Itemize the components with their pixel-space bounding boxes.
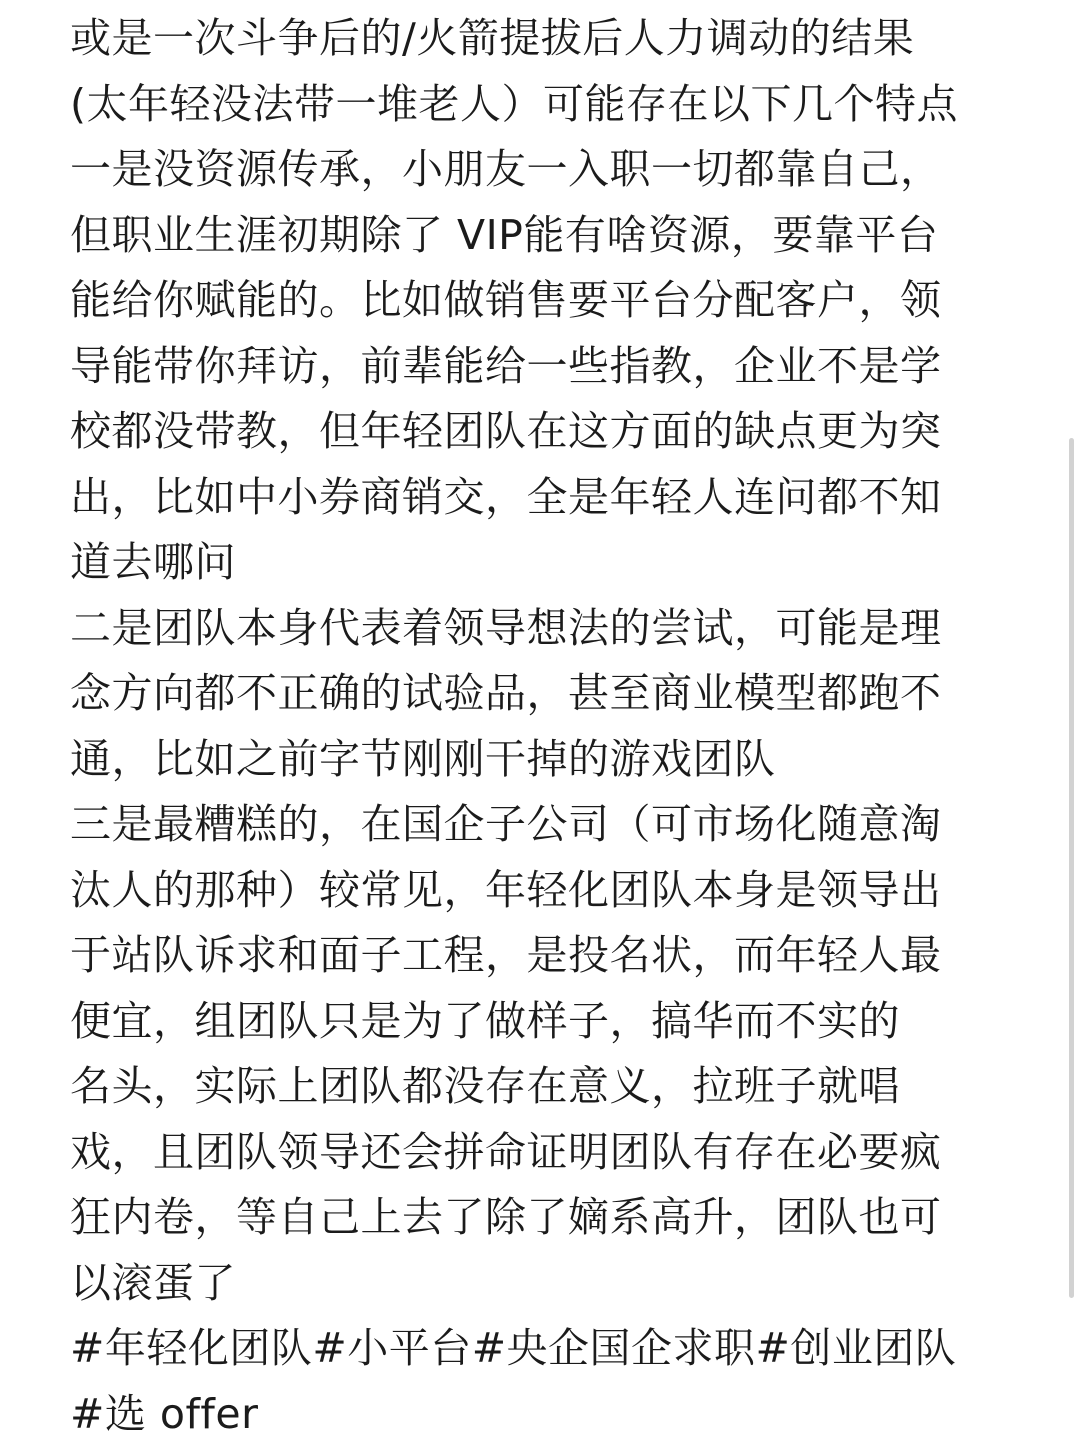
post-line: 念方向都不正确的试验品，甚至商业模型都跑不 <box>70 669 942 717</box>
post-line: 便宜，组团队只是为了做样子，搞华而不实的 <box>70 996 900 1045</box>
post-line: 以滚蛋了 <box>70 1258 236 1307</box>
post-line: 汰人的那种）较常见，年轻化团队本身是领导出 <box>70 865 942 914</box>
hashtag-line[interactable]: #选 offer <box>70 1389 259 1438</box>
post-line: 能给你赋能的。比如做销售要平台分配客户，领 <box>70 276 942 324</box>
post-line: 或是一次斗争后的/火箭提拔后人力调动的结果 <box>70 14 915 62</box>
scrollbar[interactable] <box>1069 438 1074 1298</box>
post-line: 校都没带教，但年轻团队在这方面的缺点更为突 <box>70 407 942 455</box>
post-line: 狂内卷，等自己上去了除了嫡系高升，团队也可 <box>70 1193 942 1241</box>
post-line: 名头，实际上团队都没存在意义，拉班子就唱 <box>70 1062 900 1110</box>
post-line: 但职业生涯初期除了 VIP能有啥资源，要靠平台 <box>70 210 939 259</box>
post-line: 三是最糟糕的，在国企子公司（可市场化随意淘 <box>70 800 942 848</box>
post-line: 二是团队本身代表着领导想法的尝试，可能是理 <box>70 603 942 652</box>
post-line: 道去哪问 <box>70 538 236 586</box>
post-line: 通，比如之前字节刚刚干掉的游戏团队 <box>70 734 776 783</box>
post-line: 出，比如中小券商销交，全是年轻人连问都不知 <box>70 472 942 521</box>
post-body <box>70 6 985 1440</box>
post-line: 导能带你拜访，前辈能给一些指教，企业不是学 <box>70 341 942 390</box>
post-line: 一是没资源传承，小朋友一入职一切都靠自己， <box>70 145 942 193</box>
post-line: 于站队诉求和面子工程，是投名状，而年轻人最 <box>70 931 942 979</box>
post-line: (太年轻没法带一堆老人）可能存在以下几个特点 <box>70 79 958 128</box>
hashtag-line[interactable]: #年轻化团队#小平台#央企国企求职#创业团队 <box>70 1324 957 1372</box>
post-line: 戏，且团队领导还会拼命证明团队有存在必要疯 <box>70 1127 942 1176</box>
